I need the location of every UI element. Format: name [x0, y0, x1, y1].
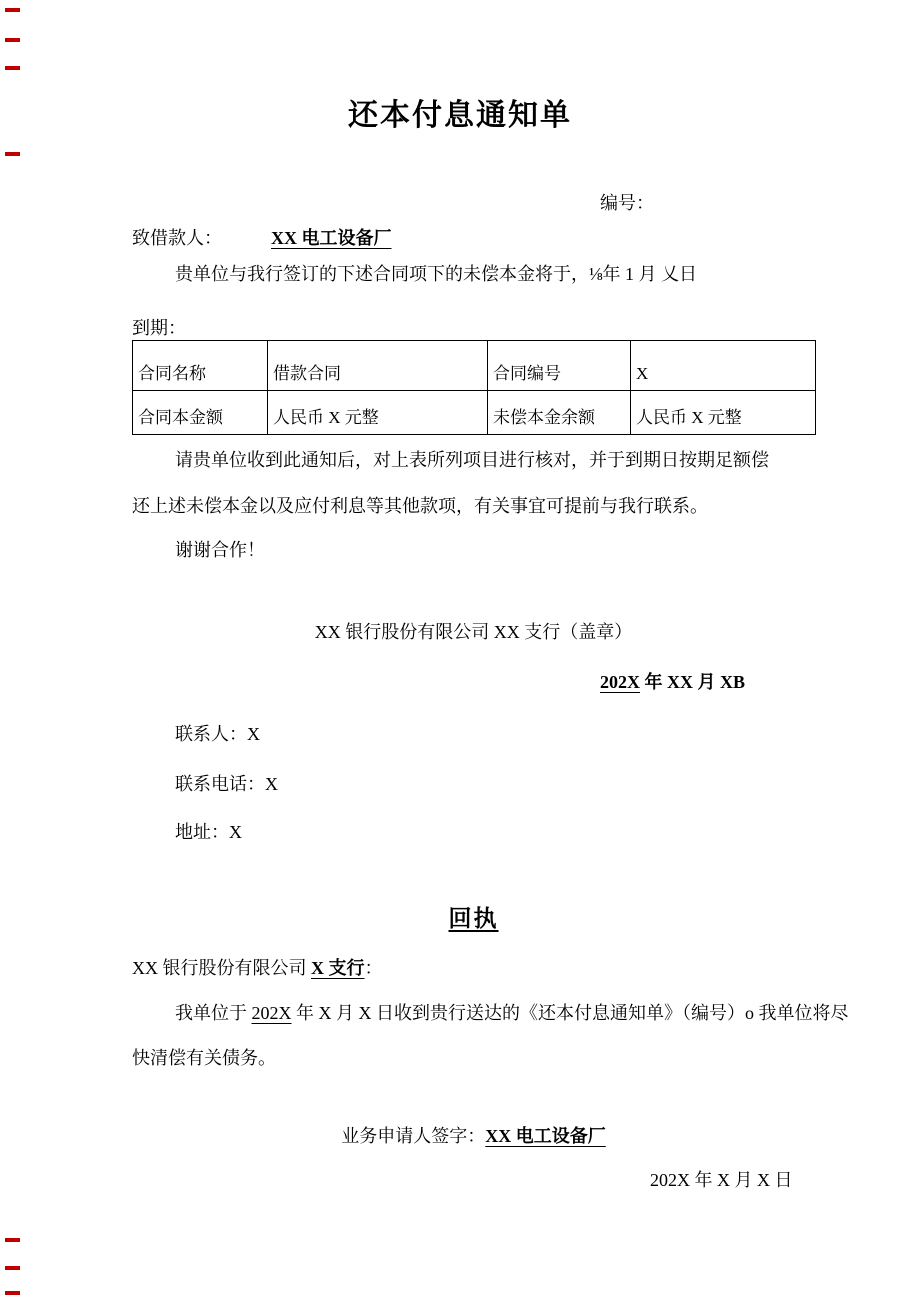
notice-line-1: 请贵单位收到此通知后，对上表所列项目进行核对，并于到期日按期足额偿: [175, 450, 769, 470]
revision-mark: [5, 1238, 20, 1242]
applicant-value: XX 电工设备厂: [485, 1126, 606, 1146]
receipt-body-pre: 我单位于: [175, 1003, 252, 1023]
bank-date-rest: 年 XX 月 XB: [640, 672, 746, 692]
intro-line: 贵单位与我行签订的下述合同项下的未偿本金将于，⅛年 1 月 乂日: [175, 264, 697, 284]
revision-mark: [5, 1291, 20, 1295]
receipt-to-branch: X 支行: [311, 958, 365, 978]
receipt-to-line: [132, 958, 383, 980]
receipt-title: 回执: [448, 906, 499, 931]
table-cell: 借款合同: [268, 341, 488, 391]
bank-date-line: [600, 672, 745, 694]
receipt-body-post: 年 X 月 X 日收到贵行送达的《还本付息通知单》（编号）o 我单位将尽: [291, 1003, 849, 1023]
borrower-line: [132, 228, 392, 250]
table-cell: 合同本金额: [133, 391, 268, 435]
table-cell: 未偿本金余额: [488, 391, 631, 435]
receipt-body-line-2: 快清偿有关债务。: [132, 1048, 276, 1068]
receipt-body-year: 202X: [251, 1003, 292, 1023]
revision-mark: [5, 152, 20, 156]
doc-number-label: 编号：: [600, 193, 654, 213]
applicant-line: [132, 1126, 815, 1148]
address-line: 地址：X: [175, 822, 242, 842]
table-cell: 合同编号: [488, 341, 631, 391]
revision-mark: [5, 1266, 20, 1270]
table-cell: 合同名称: [133, 341, 268, 391]
applicant-label: 业务申请人签字：: [341, 1126, 486, 1146]
table-cell: 人民币 X 元整: [631, 391, 816, 435]
receipt-body-line-1: [175, 1003, 849, 1025]
borrower-value: XX 电工设备厂: [271, 228, 392, 248]
contact-phone-line: 联系电话：X: [175, 774, 278, 794]
revision-mark: [5, 8, 20, 12]
table-cell: 人民币 X 元整: [268, 391, 488, 435]
receipt-to-pre: XX 银行股份有限公司: [132, 958, 311, 978]
borrower-label: 致借款人：: [132, 228, 222, 248]
receipt-to-post: ：: [364, 958, 383, 978]
contract-table: [132, 340, 816, 435]
due-label: 到期：: [132, 318, 186, 338]
receipt-date-line: 202X 年 X 月 X 日: [650, 1170, 793, 1190]
revision-mark: [5, 66, 20, 70]
thanks-line: 谢谢合作！: [175, 540, 265, 560]
contact-person-line: 联系人：X: [175, 724, 260, 744]
bank-date-year: 202X: [600, 672, 640, 692]
notice-line-2: 还上述未偿本金以及应付利息等其他款项，有关事宜可提前与我行联系。: [132, 496, 708, 516]
bank-sign-line: XX 银行股份有限公司 XX 支行（盖章）: [314, 622, 633, 642]
table-cell: X: [631, 341, 816, 391]
doc-title: 还本付息通知单: [348, 99, 572, 132]
revision-mark: [5, 38, 20, 42]
